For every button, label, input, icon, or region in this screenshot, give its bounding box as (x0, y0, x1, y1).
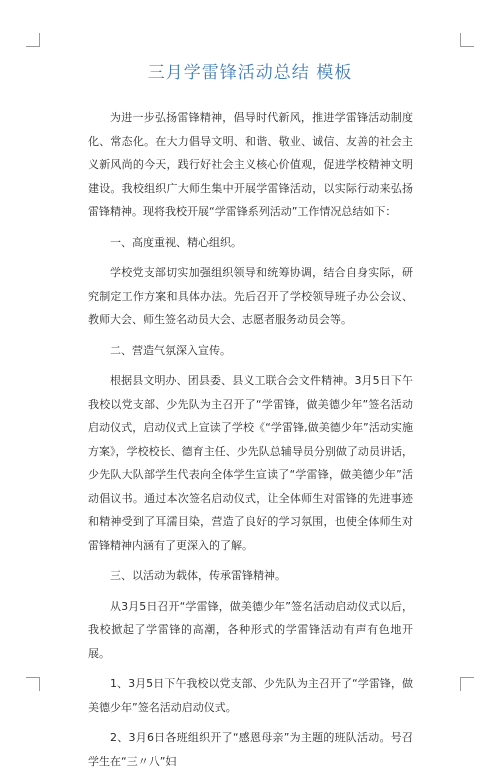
section-heading-2: 二、营造气氛深入宣传。 (110, 343, 231, 357)
document-title: 三月学雷锋活动总结 模板 (147, 63, 353, 83)
crop-mark-bottom-right (460, 677, 474, 691)
paragraph-section-1: 学校党支部切实加强组织领导和统筹协调，结合自身实际，研究制定工作方案和具体办法。先后召开了学校领导班子办公会议、教师大会、师生签名动员大会、志愿者服务动员会等。 (88, 266, 413, 326)
paragraph-section-3: 从3月5日召开“学雷锋，做美德少年”签名活动启动仪式以后，我校掀起了学雷锋的高潮，各种形式的学雷锋活动有声有色地开展。 (88, 599, 413, 660)
crop-mark-top-left (26, 33, 40, 47)
section-heading-3: 三、以活动为载体，传承雷锋精神。 (110, 569, 286, 582)
crop-mark-top-right (460, 33, 474, 47)
document-body (88, 106, 413, 773)
list-item-1: 1、3月5日下午我校以党支部、少先队为主召开了“学雷锋，做美德少年”签名活动启动仪式。 (88, 677, 413, 714)
paragraph-intro: 为进一步弘扬雷锋精神，倡导时代新风，推进学雷锋活动制度化、常态化。在大力倡导文明、和谐、敬业、诚信、友善的社会主义新风尚的今天，践行好社会主义核心价值观，促进学校精神文明建设。我校组织广大师生集中开展学雷锋活动，以实际行动来弘扬雷锋精神。现将我校开展“学雷锋系列活动”工作情况总结如下： (88, 111, 413, 218)
paragraph-section-2: 根据县文明办、团县委、县义工联合会文件精神。3月5日下午我校以党支部、少先队为主召开了“学雷锋，做美德少年”签名活动启动仪式，启动仪式上宣读了学校《“学雷锋,做美德少年”活动实施方案》，学校校长、德育主任、少先队总辅导员分别做了动员讲话，少先队大队部学生代表向全体学生宣读了“学雷锋，做美德少年”活动倡议书。通过本次签名启动仪式，让全体师生对雷锋的先进事迹和精神受到了耳濡目染，营造了良好的学习氛围，也使全体师生对雷锋精神内涵有了更深入的了解。 (88, 374, 413, 552)
section-heading-1: 一、高度重视、精心组织。 (110, 235, 242, 249)
list-item-2: 2、3月6日各班组织开了“感恩母亲”为主题的班队活动。号召学生在“三〃八”妇 (88, 731, 413, 768)
crop-mark-bottom-left (26, 677, 40, 691)
